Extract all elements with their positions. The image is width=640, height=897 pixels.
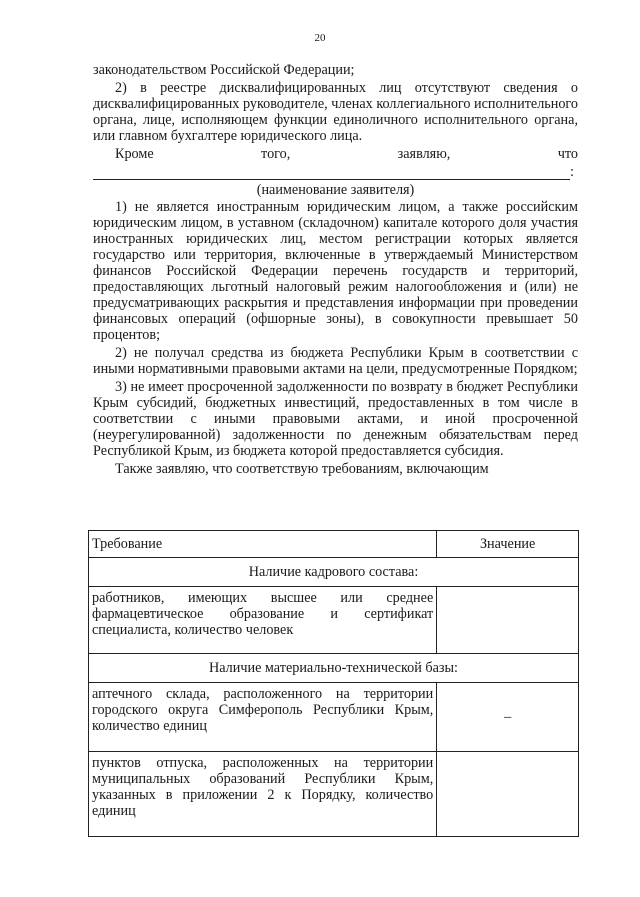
item-budget-funds: 2) не получал средства из бюджета Республики Крым в соответствии с иными нормативными правовыми актами на цели, предусмотренные Порядком; — [93, 345, 578, 377]
requirements-intro: Также заявляю, что соответствую требованиям, включающим — [115, 461, 489, 477]
table-header-row — [89, 531, 579, 558]
paragraph-disqualified-registry: 2) в реестре дисквалифицированных лиц отсутствуют сведения о дисквалифицированных руководителе, членах коллегиального исполнительного органа, лице, исполняющем функции единоличного исполнительного органа, или главном бухгалтере юридического лица. — [93, 80, 578, 144]
declaration-intro: Кроме того, заявляю, что — [115, 146, 578, 162]
table-row — [89, 587, 579, 654]
table-row — [89, 752, 579, 837]
header-requirement: Требование — [89, 531, 437, 558]
page-number: 20 — [314, 32, 326, 44]
warehouse-value: – — [437, 683, 579, 752]
paragraph-legislation: законодательством Российской Федерации; — [93, 62, 355, 78]
section-staff-row — [89, 558, 579, 587]
section-base: Наличие материально-технической базы: — [89, 654, 579, 683]
applicant-name-blank — [93, 165, 570, 180]
header-value: Значение — [437, 531, 579, 558]
points-requirement: пунктов отпуска, расположенных на территории муниципальных образований Республики Крым, указанных в приложении 2 к Порядку, количество единиц — [89, 752, 437, 837]
applicant-caption: (наименование заявителя) — [256, 182, 415, 198]
section-base-row — [89, 654, 579, 683]
item-foreign-entity: 1) не является иностранным юридическим лицом, а также российским юридическим лицом, в уставном (складочном) капитале которого доля участия иностранных юридических лиц, местом регистрации которых является государство или территория, включенные в утверждаемый Министерством финансов Российской Федерации перечень государств и территорий, предоставляющих льготный налоговый режим налогообложения и (или) не предусматривающих раскрытия и представления информации при проведении финансовых операций (офшорные зоны), в совокупности превышает 50 процентов; — [93, 199, 578, 343]
points-value — [437, 752, 579, 837]
table-row — [89, 683, 579, 752]
requirements-table — [88, 530, 579, 837]
document-body — [93, 62, 578, 479]
staff-value — [437, 587, 579, 654]
staff-requirement: работников, имеющих высшее или среднее фармацевтическое образование и сертификат специалиста, количество человек — [89, 587, 437, 654]
warehouse-requirement: аптечного склада, расположенного на территории городского округа Симферополь Республики Крым, количество единиц — [89, 683, 437, 752]
item-overdue-debt: 3) не имеет просроченной задолженности по возврату в бюджет Республики Крым субсидий, бюджетных инвестиций, предоставленных в том числе в соответствии с иными правовыми актами, и иной просроченной (неурегулированной) задолженности по денежным обязательствам перед Республикой Крым, из бюджета которой предоставляется субсидия. — [93, 379, 578, 459]
section-staff: Наличие кадрового состава: — [89, 558, 579, 587]
applicant-name-line: : — [93, 164, 578, 180]
